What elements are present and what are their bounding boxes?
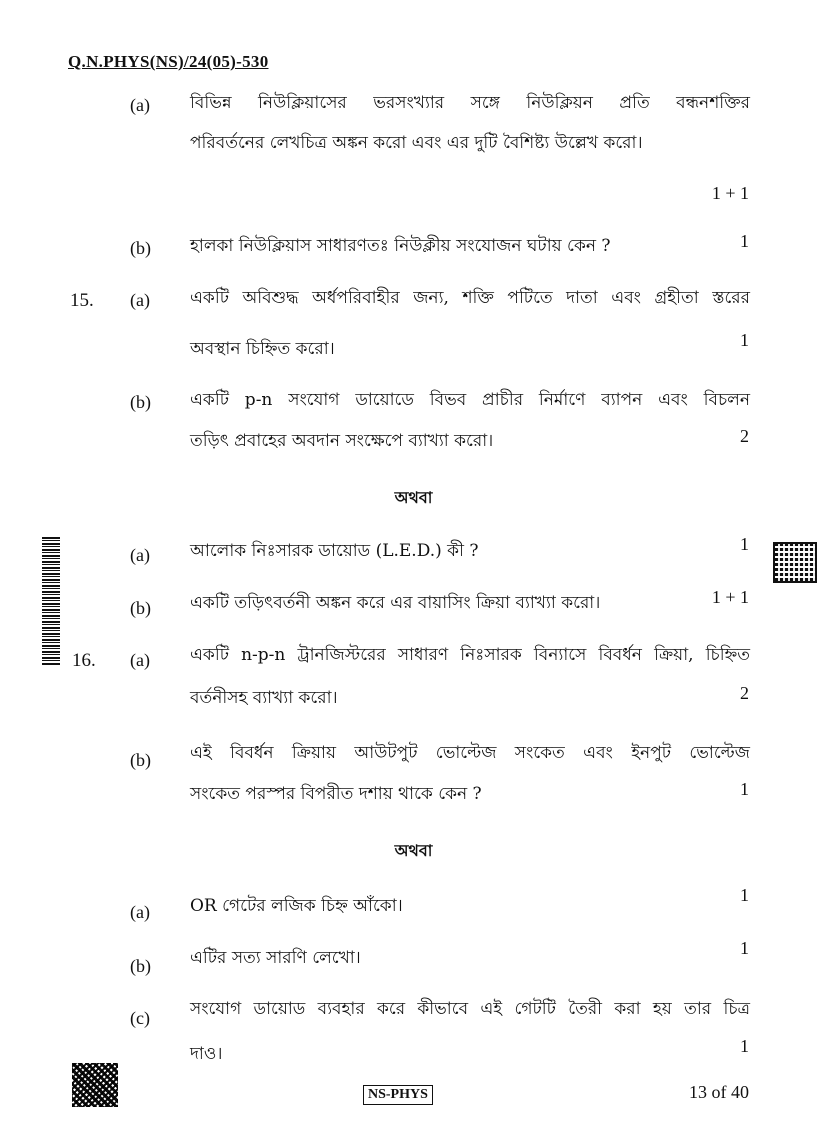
question-text: একটি অবিশুদ্ধ অর্ধপরিবাহীর জন্য, শক্তি পটিতে দাতা এবং গ্রহীতা স্তরের: [190, 288, 750, 308]
part-label: (a): [130, 650, 150, 670]
question-text: OR গেটের লজিক চিহ্ন আঁকো।: [190, 896, 403, 916]
question-number: 16.: [72, 650, 96, 671]
question-text: একটি তড়িৎবর্তনী অঙ্কন করে এর বায়াসিং ক্রিয়া ব্যাখ্যা করো।: [190, 593, 601, 613]
qr-code-image: [775, 544, 815, 581]
series-code: NS-PHYS: [363, 1085, 433, 1105]
page-number: 13 of 40: [689, 1082, 749, 1102]
question-text: আলোক নিঃসারক ডায়োড (L.E.D.) কী ?: [190, 541, 479, 561]
question-text: সংযোগ ডায়োড ব্যবহার করে কীভাবে এই গেটটি তৈরী করা হয় তার চিত্র: [190, 999, 750, 1019]
marks: 1: [740, 330, 749, 350]
question-text: একটি n-p-n ট্রানজিস্টরের সাধারণ নিঃসারক বিন্যাসে বিবর্ধন ক্রিয়া, চিহ্নিত: [190, 645, 750, 665]
question-text: একটি p-n সংযোগ ডায়োডে বিভব প্রাচীর নির্মাণে ব্যাপন এবং বিচলন: [190, 390, 750, 410]
question-text: হালকা নিউক্লিয়াস সাধারণতঃ নিউক্লীয় সংযোজন ঘটায় কেন ?: [190, 236, 611, 256]
paper-code: Q.N.PHYS(NS)/24(05)-530: [68, 52, 269, 71]
question-text: এই বিবর্ধন ক্রিয়ায় আউটপুট ভোল্টেজ সংকেত এবং ইনপুট ভোল্টেজ: [190, 743, 750, 763]
question-text: সংকেত পরস্পর বিপরীত দশায় থাকে কেন ?: [190, 784, 482, 804]
or-separator: অথবা: [394, 841, 433, 860]
question-number: 15.: [70, 290, 94, 311]
marks: 1: [740, 779, 749, 799]
part-label: (b): [130, 750, 151, 770]
part-label: (c): [130, 1008, 150, 1028]
part-label: (b): [130, 956, 151, 976]
marks: 1: [740, 231, 749, 251]
marks: 2: [740, 683, 749, 703]
part-label: (a): [130, 545, 150, 565]
question-text: বিভিন্ন নিউক্লিয়াসের ভরসংখ্যার সঙ্গে নিউক্লিয়ন প্রতি বন্ধনশক্তির: [190, 93, 750, 113]
question-text: তড়িৎ প্রবাহের অবদান সংক্ষেপে ব্যাখ্যা করো।: [190, 431, 494, 451]
marks: 1: [740, 534, 749, 554]
question-text: দাও।: [190, 1044, 223, 1064]
question-text: অবস্থান চিহ্নিত করো।: [190, 339, 335, 359]
question-text: বর্তনীসহ ব্যাখ্যা করো।: [190, 688, 338, 708]
question-text: এটির সত্য সারণি লেখো।: [190, 948, 361, 968]
marks: 1: [740, 1036, 749, 1056]
or-separator: অথবা: [394, 488, 433, 507]
question-text: পরিবর্তনের লেখচিত্র অঙ্কন করো এবং এর দুটি বৈশিষ্ট্য উল্লেখ করো।: [190, 133, 643, 153]
part-label: (b): [130, 598, 151, 618]
marks: 2: [740, 426, 749, 446]
barcode-image: [42, 537, 60, 665]
marks: 1: [740, 938, 749, 958]
part-label: (a): [130, 902, 150, 922]
marks: 1 + 1: [711, 587, 749, 607]
part-label: (b): [130, 392, 151, 412]
qr-code-image: [72, 1063, 118, 1107]
marks: 1: [740, 885, 749, 905]
part-label: (a): [130, 95, 150, 115]
marks: 1 + 1: [711, 183, 749, 203]
part-label: (a): [130, 290, 150, 310]
part-label: (b): [130, 238, 151, 258]
